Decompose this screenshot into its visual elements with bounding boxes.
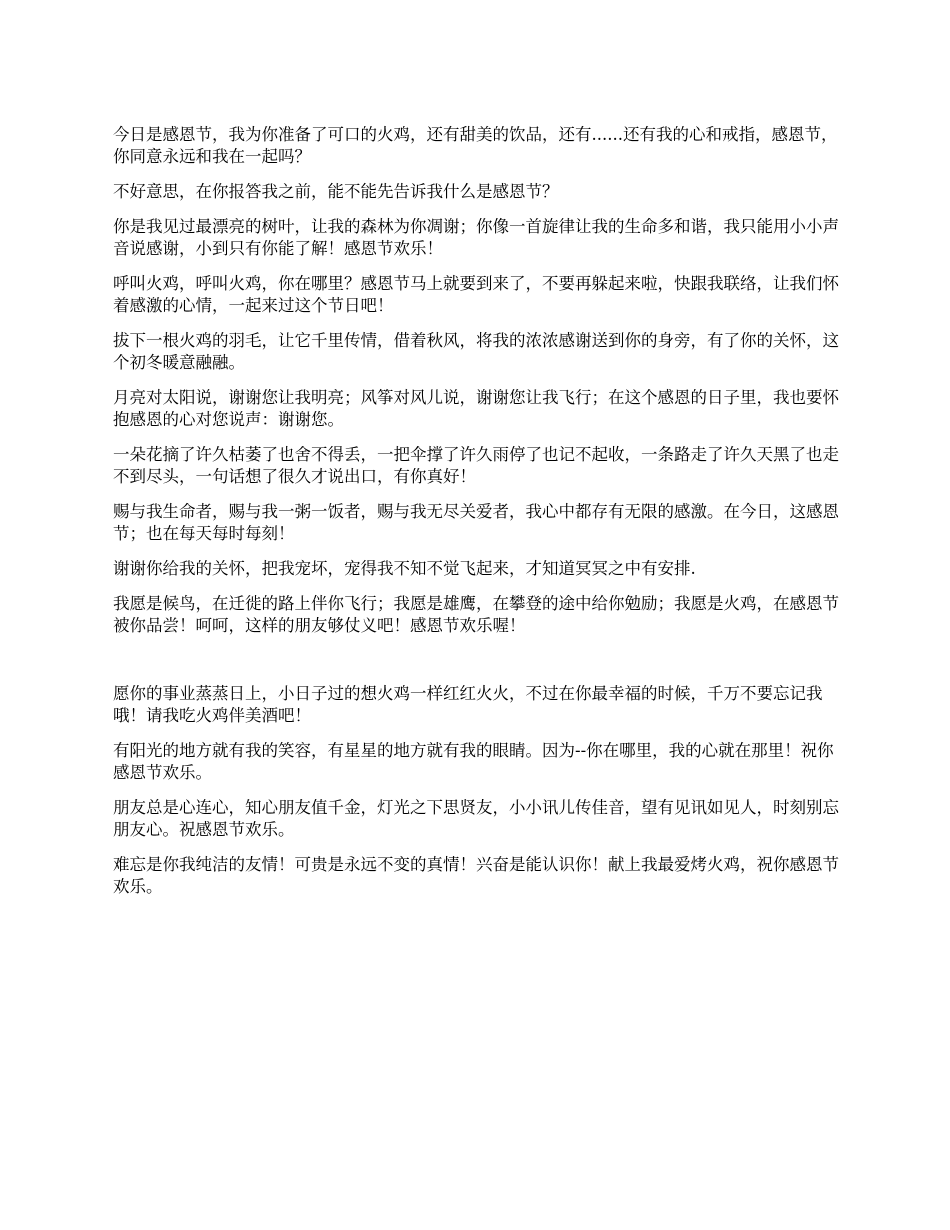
paragraph-14: 难忘是你我纯洁的友情！可贵是永远不变的真情！兴奋是能认识你！献上我最爱烤火鸡，祝你感恩节欢乐。 — [113, 855, 839, 896]
paragraph-4: 呼叫火鸡，呼叫火鸡，你在哪里？感恩节马上就要到来了，不要再躲起来啦，快跟我联络，让我们怀着感激的心情，一起来过这个节日吧！ — [113, 274, 839, 315]
section-spacer — [113, 650, 843, 683]
paragraph-10: 我愿是候鸟，在迁徙的路上伴你飞行；我愿是雄鹰，在攀登的途中给你勉励；我愿是火鸡，在感恩节被你品尝！呵呵，这样的朋友够仗义吧！感恩节欢乐喔！ — [113, 594, 839, 635]
paragraph-13: 朋友总是心连心，知心朋友值千金，灯光之下思贤友，小小讯儿传佳音，望有见讯如见人，时刻别忘朋友心。祝感恩节欢乐。 — [113, 798, 839, 839]
paragraph-11: 愿你的事业蒸蒸日上，小日子过的想火鸡一样红红火火，不过在你最幸福的时候，千万不要忘记我哦！请我吃火鸡伴美酒吧！ — [113, 684, 823, 725]
paragraph-7: 一朵花摘了许久枯萎了也舍不得丢，一把伞撑了许久雨停了也记不起收，一条路走了许久天黑了也走不到尽头，一句话想了很久才说出口，有你真好！ — [113, 445, 839, 486]
paragraph-8: 赐与我生命者，赐与我一粥一饭者，赐与我无尽关爱者，我心中都存有无限的感激。在今日，这感恩节；也在每天每时每刻！ — [113, 502, 839, 543]
paragraph-2: 不好意思，在你报答我之前，能不能先告诉我什么是感恩节？ — [113, 182, 559, 201]
paragraph-9: 谢谢你给我的关怀，把我宠坏，宠得我不知不觉飞起来，才知道冥冥之中有安排. — [113, 559, 696, 578]
paragraph-1: 今日是感恩节，我为你准备了可口的火鸡，还有甜美的饮品，还有......还有我的心和戒指，感恩节，你同意永远和我在一起吗？ — [113, 125, 838, 166]
paragraph-5: 拔下一根火鸡的羽毛，让它千里传情，借着秋风，将我的浓浓感谢送到你的身旁，有了你的关怀，这个初冬暖意融融。 — [113, 331, 839, 372]
paragraph-6: 月亮对太阳说，谢谢您让我明亮；风筝对风儿说，谢谢您让我飞行；在这个感恩的日子里，我也要怀抱感恩的心对您说声：谢谢您。 — [113, 388, 839, 429]
paragraph-12: 有阳光的地方就有我的笑容，有星星的地方就有我的眼睛。因为--你在哪里，我的心就在那里！祝你感恩节欢乐。 — [113, 741, 834, 782]
document-body — [113, 124, 843, 911]
paragraph-3: 你是我见过最漂亮的树叶，让我的森林为你凋谢；你像一首旋律让我的生命多和谐，我只能用小小声音说感谢，小到只有你能了解！感恩节欢乐！ — [113, 217, 839, 258]
